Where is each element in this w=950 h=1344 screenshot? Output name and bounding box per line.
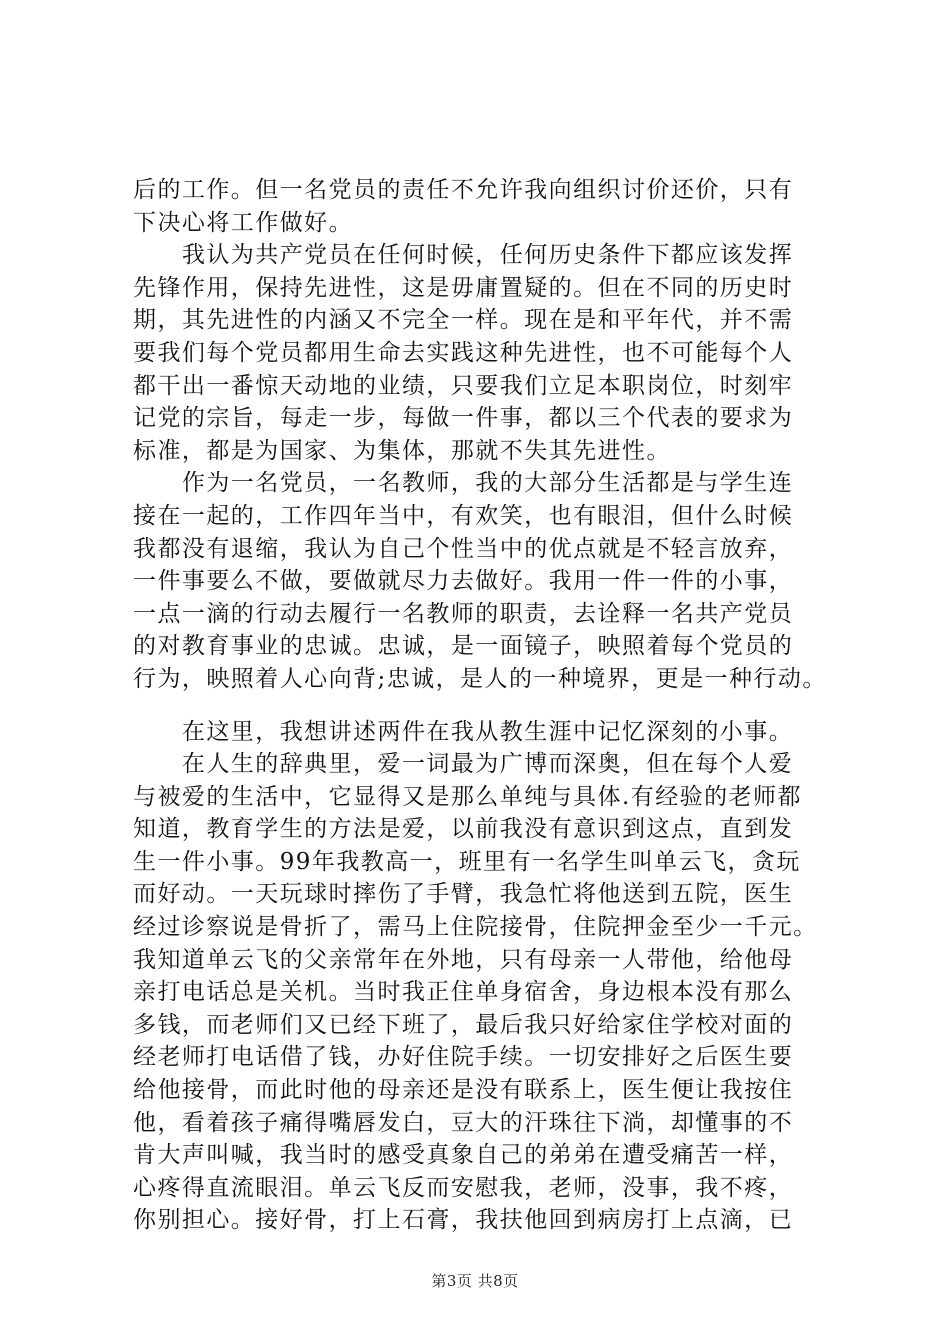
- text-line: 与被爱的生活中，它显得又是那么单纯与具体.有经验的老师都: [133, 783, 802, 810]
- text-line: 先锋作用，保持先进性，这是毋庸置疑的。但在不同的历史时: [133, 274, 794, 301]
- text-line: 我知道单云飞的父亲常年在外地，只有母亲一人带他，给他母: [133, 946, 794, 973]
- text-line: 肯大声叫喊，我当时的感受真象自己的弟弟在遭受痛苦一样，: [133, 1142, 794, 1169]
- text-line: 后的工作。但一名党员的责任不允许我向组织讨价还价，只有: [133, 177, 794, 203]
- page-footer: [0, 1270, 950, 1291]
- text-line: 一点一滴的行动去履行一名教师的职责，去诠释一名共产党员: [133, 600, 794, 627]
- text-line: 期，其先进性的内涵又不完全一样。现在是和平年代，并不需: [133, 307, 794, 334]
- paragraph: [133, 748, 833, 1237]
- text-line: 你别担心。接好骨，打上石膏，我扶他回到病房打上点滴，已: [133, 1207, 794, 1234]
- text-line: 经过诊察说是骨折了，需马上住院接骨，住院押金至少一千元。: [133, 914, 818, 941]
- text-line: 在人生的辞典里，爱一词最为广博而深奥，但在每个人爱: [133, 751, 794, 778]
- text-line: 行为，映照着人心向背;忠诚，是人的一种境界，更是一种行动。: [133, 665, 827, 692]
- text-line: 都干出一番惊天动地的业绩，只要我们立足本职岗位，时刻牢: [133, 372, 794, 399]
- text-line: 接在一起的，工作四年当中，有欢笑，也有眼泪，但什么时候: [133, 502, 794, 529]
- paragraph: [133, 174, 833, 239]
- text-line: 亲打电话总是关机。当时我正住单身宿舍，身边根本没有那么: [133, 979, 794, 1006]
- text-line: 在这里，我想讲述两件在我从教生涯中记忆深刻的小事。: [133, 718, 794, 745]
- text-line: 我认为共产党员在任何时候，任何历史条件下都应该发挥: [133, 242, 794, 269]
- text-line: 知道，教育学生的方法是爱，以前我没有意识到这点，直到发: [133, 816, 794, 843]
- text-line: 的对教育事业的忠诚。忠诚，是一面镜子，映照着每个党员的: [133, 633, 794, 660]
- text-line: 要我们每个党员都用生命去实践这种先进性，也不可能每个人: [133, 339, 794, 366]
- text-line: 给他接骨，而此时他的母亲还是没有联系上，医生便让我按住: [133, 1077, 794, 1104]
- paragraph: [133, 716, 833, 749]
- paragraph: [133, 467, 833, 695]
- text-line: 多钱，而老师们又已经下班了，最后我只好给家住学校对面的: [133, 1011, 794, 1038]
- text-line: 生一件小事。99年我教高一，班里有一名学生叫单云飞，贪玩: [133, 848, 801, 875]
- text-line: 下决心将工作做好。: [133, 209, 354, 236]
- paragraph: [133, 239, 833, 467]
- text-line: 我都没有退缩，我认为自己个性当中的优点就是不轻言放弃，: [133, 535, 794, 562]
- text-line: 作为一名党员，一名教师，我的大部分生活都是与学生连: [133, 470, 794, 497]
- text-line: 心疼得直流眼泪。单云飞反而安慰我，老师，没事，我不疼，: [133, 1174, 794, 1201]
- text-line: 标准，都是为国家、为集体，那就不失其先进性。: [133, 437, 671, 464]
- text-line: 一件事要么不做，要做就尽力去做好。我用一件一件的小事，: [133, 568, 794, 595]
- text-line: 而好动。一天玩球时摔伤了手臂，我急忙将他送到五院，医生: [133, 881, 794, 908]
- document-body: [133, 174, 833, 1237]
- text-line: 他，看着孩子痛得嘴唇发白，豆大的汗珠往下淌，却懂事的不: [133, 1109, 794, 1136]
- paragraph-gap: [133, 696, 833, 716]
- page-number: 第3页 共8页: [431, 1272, 519, 1290]
- text-line: 经老师打电话借了钱，办好住院手续。一切安排好之后医生要: [133, 1044, 794, 1071]
- text-line: 记党的宗旨，每走一步，每做一件事，都以三个代表的要求为: [133, 405, 794, 432]
